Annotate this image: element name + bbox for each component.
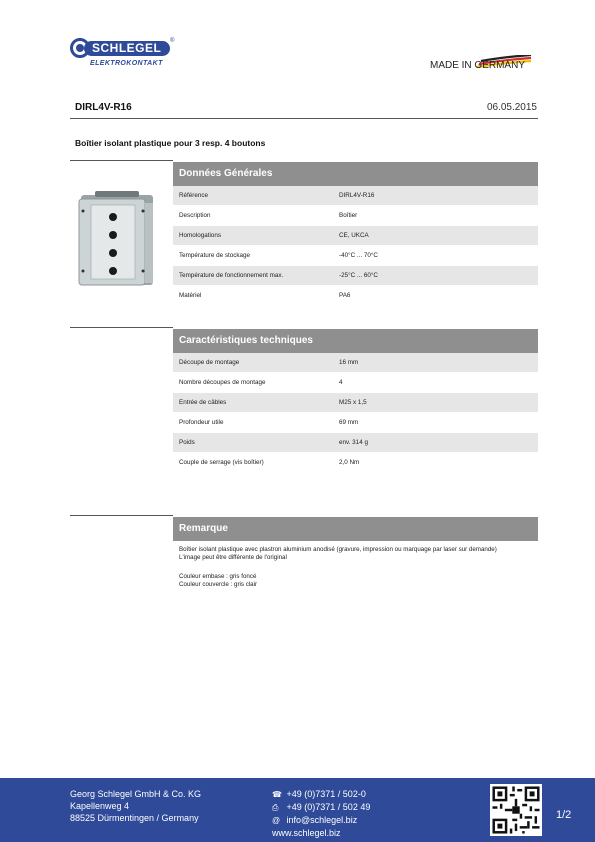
product-subtitle: Boîtier isolant plastique pour 3 resp. 4 boutons [75, 138, 266, 148]
row-key: Description [179, 212, 211, 219]
row-key: Matériel [179, 292, 202, 299]
qr-code[interactable] [490, 784, 542, 836]
table-row [173, 373, 538, 393]
row-key: Découpe de montage [179, 359, 240, 366]
technical-table [173, 353, 538, 473]
remark-line: Couleur couvercle : gris clair [179, 581, 258, 588]
row-value: 2,0 Nm [339, 459, 360, 466]
row-value: env. 314 g [339, 439, 368, 446]
row-key: Entrée de câbles [179, 399, 227, 406]
document-date: 06.05.2015 [486, 102, 537, 113]
fax-number: +49 (0)7371 / 502 49 [286, 802, 371, 812]
row-value: M25 x 1,5 [339, 399, 367, 406]
table-row [173, 413, 538, 433]
row-value: PA6 [339, 292, 351, 299]
street: Kapellenweg 4 [70, 801, 130, 811]
row-value: DIRL4V-R16 [339, 192, 375, 199]
title-divider [70, 118, 538, 119]
table-row [173, 353, 538, 373]
product-image [77, 191, 155, 287]
remark-line: Couleur embase : gris foncé [179, 573, 257, 580]
row-key: Référence [179, 192, 209, 199]
row-key: Nombre découpes de montage [179, 379, 266, 386]
remark-line: L'image peut être différente de l'original [179, 554, 287, 561]
remark-line: Boîtier isolant plastique avec plastron aluminium anodisé (gravure, impression ou marquage par laser sur demande) [179, 546, 497, 553]
row-value: -25°C ... 60°C [339, 272, 378, 279]
row-key: Température de fonctionnement max. [179, 272, 284, 279]
row-key: Couple de serrage (vis boîtier) [179, 459, 264, 466]
row-key: Homologations [179, 232, 222, 239]
row-value: Boîtier [339, 212, 358, 219]
email-link[interactable]: info@schlegel.biz [286, 815, 358, 825]
made-in-germany: MADE IN GERMANY [429, 60, 525, 71]
table-row [173, 206, 538, 226]
row-value: -40°C ... 70°C [339, 252, 378, 259]
logo-registered: ® [170, 38, 175, 44]
table-row [173, 453, 538, 473]
website-link[interactable]: www.schlegel.biz [272, 828, 341, 838]
logo-emblem-icon [70, 38, 90, 58]
phone-number[interactable]: +49 (0)7371 / 502-0 [286, 789, 366, 799]
row-key: Profondeur utile [179, 419, 224, 426]
email-icon: @ [272, 816, 281, 825]
section-general-header: Données Générales [173, 162, 538, 186]
schlegel-logo [70, 38, 180, 72]
footer-contact [272, 788, 370, 839]
section-technical-header: Caractéristiques techniques [173, 329, 538, 353]
table-row [173, 393, 538, 413]
row-value: CE, UKCA [339, 232, 369, 239]
city: 88525 Dürmentingen / Germany [70, 813, 199, 823]
table-row [173, 286, 538, 306]
page-number: 1/2 [556, 809, 572, 821]
section-divider [70, 327, 173, 328]
section-divider [70, 160, 173, 161]
row-key: Poids [179, 439, 195, 446]
phone-icon: ☎ [272, 790, 282, 799]
section-remark-header: Remarque [173, 517, 538, 541]
row-value: 69 mm [339, 419, 359, 426]
table-row [173, 226, 538, 246]
footer [0, 778, 595, 842]
company-name: Georg Schlegel GmbH & Co. KG [70, 789, 202, 799]
fax-icon: ⎙ [272, 803, 279, 812]
row-value: 16 mm [339, 359, 359, 366]
logo-subtitle: ELEKTROKONTAKT [90, 60, 163, 67]
document-id: DIRL4V-R16 [75, 102, 132, 113]
row-value: 4 [339, 379, 343, 386]
table-row [173, 246, 538, 266]
table-row [173, 433, 538, 453]
footer-address [70, 788, 201, 824]
table-row [173, 266, 538, 286]
logo-brand: SCHLEGEL [92, 41, 162, 55]
general-table [173, 186, 538, 306]
section-divider [70, 515, 173, 516]
row-key: Température de stockage [179, 252, 251, 259]
table-row [173, 186, 538, 206]
